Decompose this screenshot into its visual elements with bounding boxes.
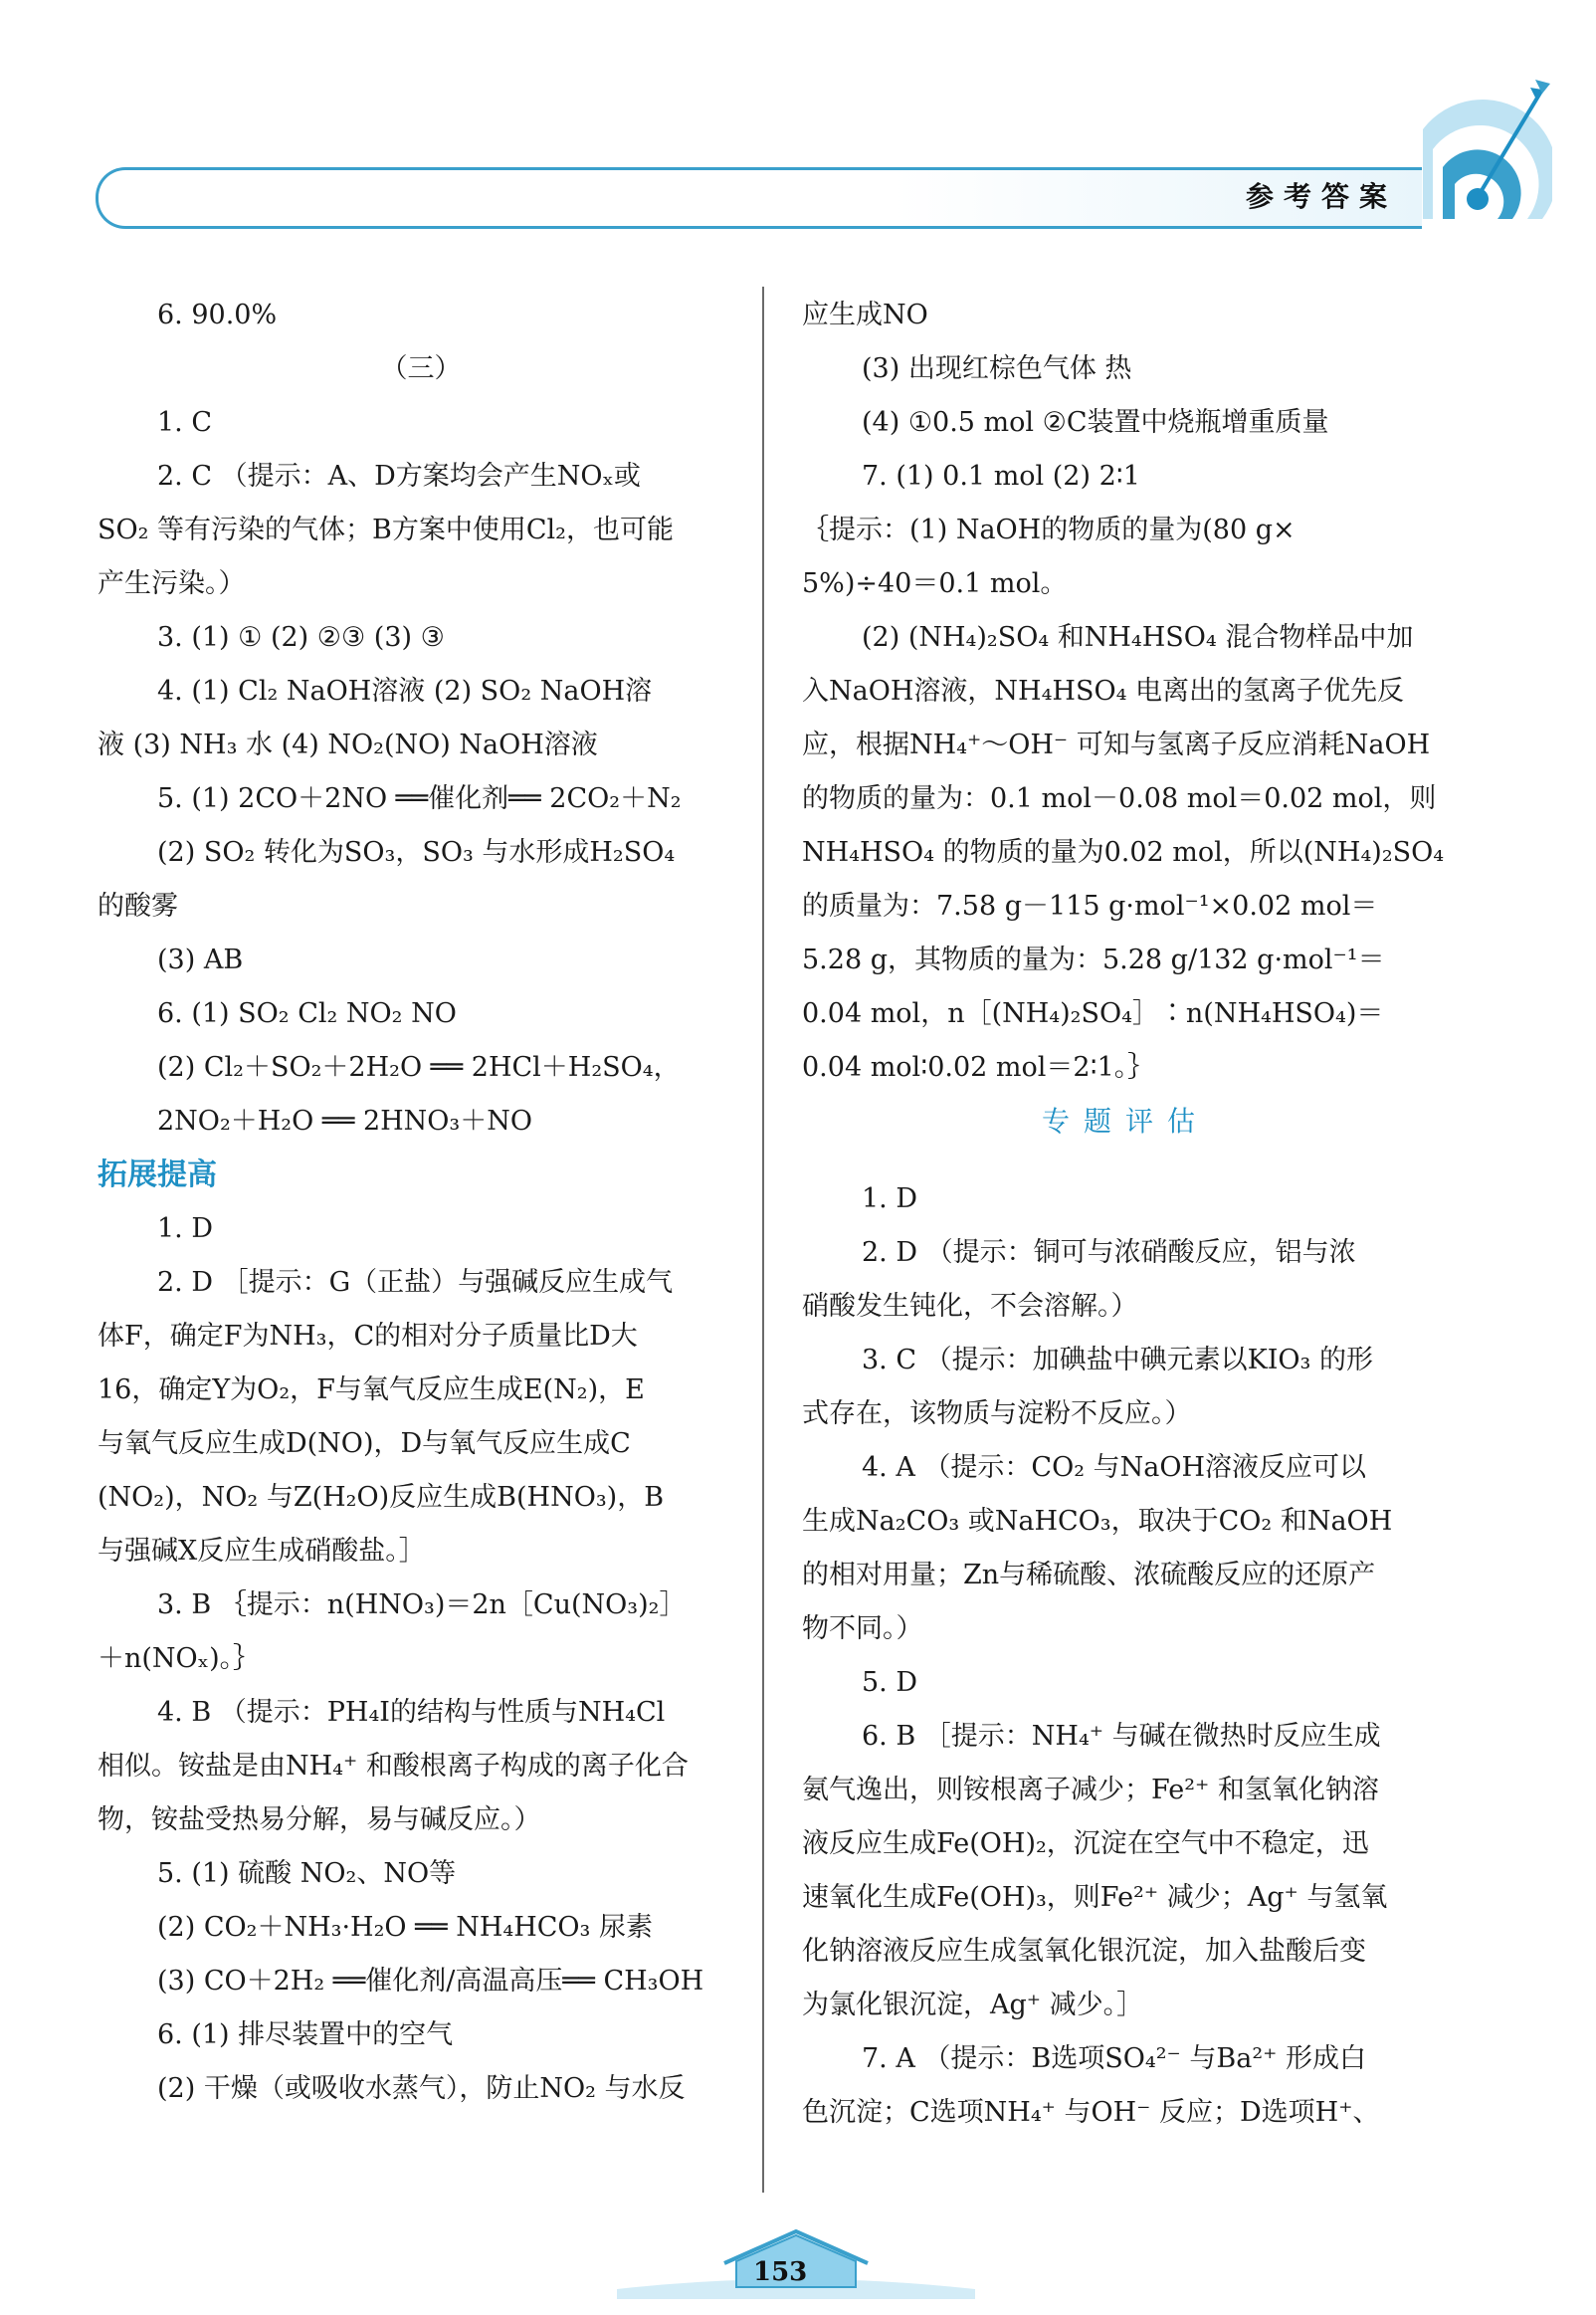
text-line: 7. (1) 0.1 mol (2) 2∶1 bbox=[862, 461, 1140, 492]
target-icon bbox=[1403, 70, 1552, 229]
text-line: 速氧化生成Fe(OH)₃，则Fe²⁺ 减少；Ag⁺ 与氢氧 bbox=[802, 1882, 1388, 1913]
text-line: 生成Na₂CO₃ 或NaHCO₃，取决于CO₂ 和NaOH bbox=[802, 1506, 1393, 1537]
text-line: 2NO₂＋H₂O ══ 2HNO₃＋NO bbox=[157, 1106, 533, 1137]
text-line: 体F，确定F为NH₃，C的相对分子质量比D大 bbox=[98, 1321, 638, 1352]
text-line: ＋n(NOₓ)。｝ bbox=[98, 1643, 261, 1674]
text-line: (2) 干燥（或吸收水蒸气），防止NO₂ 与水反 bbox=[157, 2073, 686, 2104]
text-line: 2. D ［提示：G（正盐）与强碱反应生成气 bbox=[157, 1267, 674, 1298]
text-line: 的物质的量为：0.1 mol－0.08 mol＝0.02 mol，则 bbox=[802, 783, 1437, 814]
header-banner bbox=[96, 167, 1422, 229]
text-line: 6. 90.0% bbox=[157, 300, 278, 330]
text-line: 硝酸发生钝化，不会溶解。） bbox=[802, 1291, 1138, 1322]
text-line: (3) AB bbox=[157, 945, 244, 975]
text-line: 7. A （提示：B选项SO₄²⁻ 与Ba²⁺ 形成白 bbox=[862, 2043, 1366, 2074]
text-line: (4) ①0.5 mol ②C装置中烧瓶增重质量 bbox=[862, 407, 1329, 438]
text-line: 应，根据NH₄⁺～OH⁻ 可知与氢离子反应消耗NaOH bbox=[802, 730, 1431, 760]
text-line: 1. D bbox=[862, 1183, 917, 1214]
text-line: 1. D bbox=[157, 1213, 213, 1244]
text-line: 6. (1) 排尽装置中的空气 bbox=[157, 2019, 454, 2050]
text-line: 6. (1) SO₂ Cl₂ NO₂ NO bbox=[157, 998, 457, 1029]
text-line: 与强碱X反应生成硝酸盐。］ bbox=[98, 1536, 426, 1567]
text-line: 氨气逸出，则铵根离子减少；Fe²⁺ 和氢氧化钠溶 bbox=[802, 1775, 1379, 1805]
section-heading: 专题评估 bbox=[1041, 1105, 1209, 1138]
text-line: 液反应生成Fe(OH)₂，沉淀在空气中不稳定，迅 bbox=[802, 1828, 1369, 1859]
text-line: (2) Cl₂＋SO₂＋2H₂O ══ 2HCl＋H₂SO₄， bbox=[157, 1052, 681, 1083]
text-line: 化钠溶液反应生成氢氧化银沉淀，加入盐酸后变 bbox=[802, 1936, 1366, 1967]
text-line: 液 (3) NH₃ 水 (4) NO₂(NO) NaOH溶液 bbox=[98, 730, 598, 760]
text-line: (2) CO₂＋NH₃·H₂O ══ NH₄HCO₃ 尿素 bbox=[157, 1912, 653, 1943]
text-line: 相似。铵盐是由NH₄⁺ 和酸根离子构成的离子化合 bbox=[98, 1751, 689, 1782]
text-line: SO₂ 等有污染的气体；B方案中使用Cl₂，也可能 bbox=[98, 515, 674, 545]
text-line: 2. D （提示：铜可与浓硝酸反应，铝与浓 bbox=[862, 1237, 1356, 1268]
text-line: 5%)÷40＝0.1 mol。 bbox=[802, 568, 1068, 599]
text-line: 3. B ｛提示：n(HNO₃)＝2n［Cu(NO₃)₂］ bbox=[157, 1589, 687, 1620]
text-line: 应生成NO bbox=[802, 300, 928, 330]
text-line: 16，确定Y为O₂，F与氧气反应生成E(N₂)，E bbox=[98, 1374, 645, 1405]
text-line: (2) (NH₄)₂SO₄ 和NH₄HSO₄ 混合物样品中加 bbox=[862, 622, 1414, 653]
text-line: 5. (1) 2CO＋2NO ══催化剂══ 2CO₂＋N₂ bbox=[157, 783, 682, 814]
text-line: 0.04 mol∶0.02 mol＝2∶1。｝ bbox=[802, 1052, 1155, 1083]
text-line: 的相对用量；Zn与稀硫酸、浓硫酸反应的还原产 bbox=[802, 1560, 1376, 1590]
text-line: ｛提示：(1) NaOH的物质的量为(80 g× bbox=[802, 515, 1296, 545]
text-line: 色沉淀；C选项NH₄⁺ 与OH⁻ 反应；D选项H⁺、 bbox=[802, 2097, 1380, 2128]
column-divider bbox=[762, 287, 764, 2193]
text-line: 3. C （提示：加碘盐中碘元素以KIO₃ 的形 bbox=[862, 1345, 1373, 1375]
text-line: 与氧气反应生成D(NO)，D与氧气反应生成C bbox=[98, 1428, 631, 1459]
text-line: 式存在，该物质与淀粉不反应。） bbox=[802, 1398, 1192, 1429]
text-line: 的酸雾 bbox=[98, 891, 178, 922]
text-line: 的质量为：7.58 g－115 g·mol⁻¹×0.02 mol＝ bbox=[802, 891, 1378, 922]
text-line: 4. (1) Cl₂ NaOH溶液 (2) SO₂ NaOH溶 bbox=[157, 676, 653, 707]
page-number: 153 bbox=[753, 2257, 808, 2287]
text-line: 3. (1) ① (2) ②③ (3) ③ bbox=[157, 622, 445, 653]
text-line: 5. D bbox=[862, 1667, 917, 1698]
text-line: (2) SO₂ 转化为SO₃，SO₃ 与水形成H₂SO₄ bbox=[157, 837, 676, 868]
text-line bbox=[802, 1149, 1449, 1172]
section-heading: 拓展提高 bbox=[98, 1158, 217, 1192]
text-line: (3) CO＋2H₂ ══催化剂/高温高压══ CH₃OH bbox=[157, 1966, 704, 1997]
text-line: 4. A （提示：CO₂ 与NaOH溶液反应可以 bbox=[862, 1452, 1367, 1483]
text-line: (3) 出现红棕色气体 热 bbox=[862, 353, 1132, 384]
text-line: 产生污染。） bbox=[98, 568, 246, 599]
right-column bbox=[802, 289, 1449, 2140]
text-line: 5. (1) 硫酸 NO₂、NO等 bbox=[157, 1858, 457, 1889]
text-line: 5.28 g，其物质的量为：5.28 g/132 g·mol⁻¹＝ bbox=[802, 945, 1385, 975]
text-line: 4. B （提示：PH₄I的结构与性质与NH₄Cl bbox=[157, 1697, 666, 1728]
text-line: 2. C （提示：A、D方案均会产生NOₓ或 bbox=[157, 461, 641, 492]
text-line: 0.04 mol，n［(NH₄)₂SO₄］∶n(NH₄HSO₄)＝ bbox=[802, 998, 1384, 1029]
page-header-title: 参考答案 bbox=[1245, 180, 1397, 213]
text-line: NH₄HSO₄ 的物质的量为0.02 mol，所以(NH₄)₂SO₄ bbox=[802, 837, 1445, 868]
text-line: (NO₂)，NO₂ 与Z(H₂O)反应生成B(HNO₃)，B bbox=[98, 1482, 665, 1513]
text-line: 物不同。） bbox=[802, 1613, 923, 1644]
text-line: 物，铵盐受热易分解，易与碱反应。） bbox=[98, 1804, 541, 1835]
left-column bbox=[98, 289, 744, 2116]
text-line: （三） bbox=[380, 353, 462, 384]
text-line: 6. B ［提示：NH₄⁺ 与碱在微热时反应生成 bbox=[862, 1721, 1381, 1752]
text-line: 入NaOH溶液，NH₄HSO₄ 电离出的氢离子优先反 bbox=[802, 676, 1404, 707]
text-line: 1. C bbox=[157, 407, 213, 438]
text-line: 为氯化银沉淀，Ag⁺ 减少。］ bbox=[802, 1990, 1144, 2020]
